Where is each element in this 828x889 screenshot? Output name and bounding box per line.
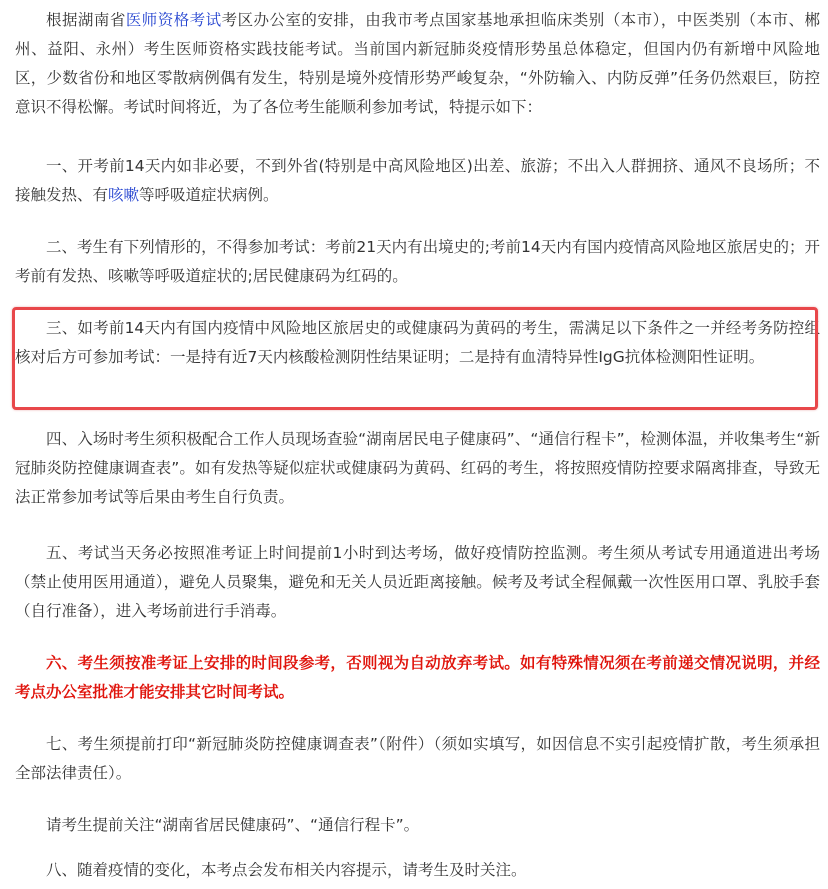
intro-text-part1: 根据湖南省: [46, 11, 126, 29]
item-1-text-part2: 等呼吸道症状病例。: [139, 186, 279, 204]
item-1-paragraph: [15, 152, 820, 210]
reminder-paragraph: 请考生提前关注“湖南省居民健康码”、“通信行程卡”。: [46, 816, 420, 834]
exam-link[interactable]: 医师资格考试: [125, 11, 222, 29]
item-8-paragraph: 八、随着疫情的变化，本考点会发布相关内容提示，请考生及时关注。: [46, 861, 527, 879]
item-4-paragraph: 四、入场时考生须积极配合工作人员现场查验“湖南居民电子健康码”、“通信行程卡”，检测体温，并收集考生“新冠肺炎防控健康调查表”。如有发热等疑似症状或健康码为黄码、红码的考生，将按照疫情防控要求隔离排查，导致无法正常参加考试等后果由考生自行负责。: [15, 430, 820, 506]
item-6-paragraph: 六、考生须按准考证上安排的时间段参考，否则视为自动放弃考试。如有特殊情况须在考前递交情况说明，并经考点办公室批准才能安排其它时间考试。: [15, 654, 820, 701]
cough-link[interactable]: 咳嗽: [108, 186, 140, 204]
item-2-paragraph: 二、考生有下列情形的，不得参加考试：考前21天内有出境史的;考前14天内有国内疫情高风险地区旅居史的；开考前有发热、咳嗽等呼吸道症状的;居民健康码为红码的。: [15, 238, 820, 285]
item-5-paragraph: 五、考试当天务必按照准考证上时间提前1小时到达考场，做好疫情防控监测。考生须从考试专用通道进出考场（禁止使用医用通道），避免人员聚集，避免和无关人员近距离接触。候考及考试全程佩戴一次性医用口罩、乳胶手套（自行准备），进入考场前进行手消毒。: [15, 544, 820, 620]
item-7-paragraph: 七、考生须提前打印“新冠肺炎防控健康调查表”（附件）（须如实填写，如因信息不实引起疫情扩散，考生须承担全部法律责任）。: [15, 735, 820, 782]
intro-text-part2: 考区办公室的安排，由我市考点国家基地承担临床类别（本市），中医类别（本市、郴州、益阳、永州）考生医师资格实践技能考试。当前国内新冠肺炎疫情形势虽总体稳定，但国内仍有新增中风险地区，少数省份和地区零散病例偶有发生，特别是境外疫情形势严峻复杂，“外防输入、内防反弹”任务仍然艰巨，防控意识不得松懈。考试时间将近，为了各位考生能顺利参加考试，特提示如下：: [15, 11, 820, 116]
item-3-paragraph: 三、如考前14天内有国内疫情中风险地区旅居史的或健康码为黄码的考生，需满足以下条件之一并经考务防控组核对后方可参加考试：一是持有近7天内核酸检测阴性结果证明；二是持有血清特异性IgG抗体检测阳性证明。: [15, 319, 820, 366]
intro-paragraph: [15, 6, 820, 122]
item-1-text-part1: 一、开考前14天内如非必要，不到外省(特别是中高风险地区)出差、旅游；不出入人群拥挤、通风不良场所；不接触发热、有: [15, 157, 820, 204]
